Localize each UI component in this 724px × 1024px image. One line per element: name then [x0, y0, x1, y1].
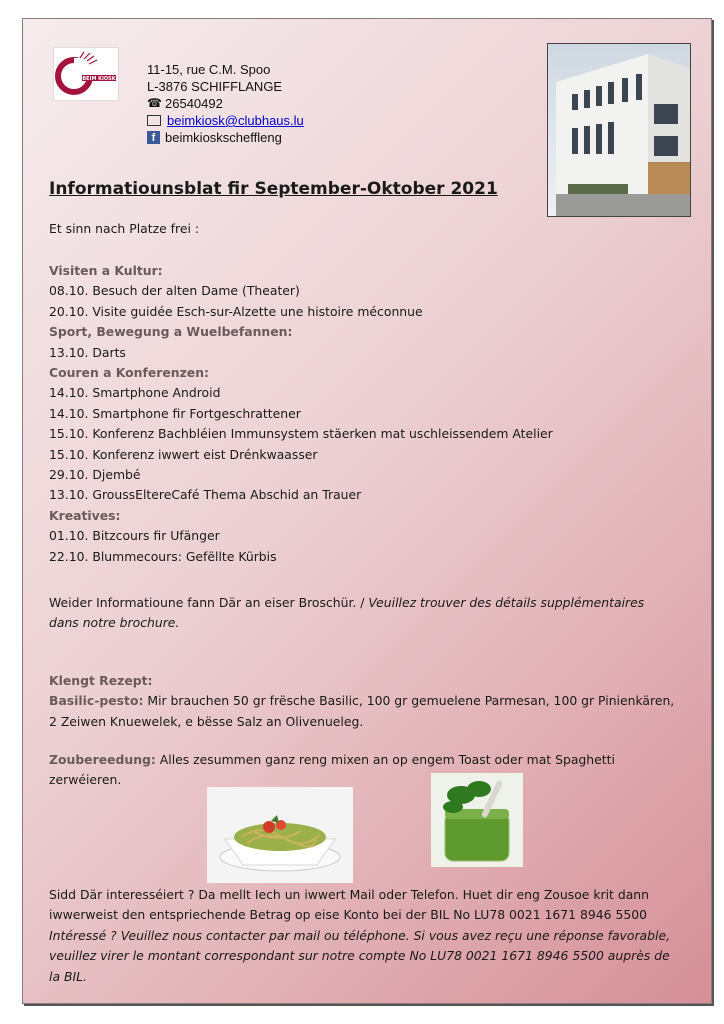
list-item: 14.10. Smartphone Android [49, 385, 221, 401]
footer-text-lu-2: iwwerweist den entspriechende Betrag op eise Konto bei der BIL No LU78 0021 1671 8946 5500 [49, 907, 647, 923]
list-item: 29.10. Djembé [49, 467, 141, 483]
pesto-text-1: Mir brauchen 50 gr frësche Basilic, 100 gr gemuelene Parmesan, 100 gr Pinienkären, [143, 693, 675, 709]
list-item: 15.10. Konferenz Bachbléien Immunsystem stäerken mat uschleissendem Atelier [49, 426, 553, 442]
email-link[interactable]: beimkiosk@clubhaus.lu [167, 113, 304, 128]
footer-text-fr-3: la BIL. [49, 968, 87, 984]
footer-text-lu-1: Sidd Där interesséiert ? Da mellt Iech un iwwert Mail oder Telefon. Huet dir eng Zousoe krit dann [49, 887, 650, 902]
list-item: 15.10. Konferenz iwwert eist Drénkwaasser [49, 446, 318, 462]
event-list [49, 261, 553, 567]
logo-text: BEIM KIOSK [82, 76, 116, 82]
address-line-2: L-3876 SCHIFFLANGE [147, 79, 283, 94]
footer-text-fr-2: veuillez virer le montant correspondant sur notre compte No LU78 0021 1671 8946 5500 auprès de [49, 948, 670, 964]
document-page [22, 18, 712, 1004]
preparation-text-1: Alles zesummen ganz reng mixen an op engem Toast oder mat Spaghetti [155, 752, 615, 767]
pesto-label: Basilic-pesto: [49, 693, 144, 709]
pesto-jar-photo [431, 773, 523, 867]
facebook-icon: f [147, 131, 160, 144]
list-item: 22.10. Blummecours: Gefëllte Kürbis [49, 548, 277, 564]
preparation-block [49, 750, 615, 791]
facebook-line [147, 129, 304, 146]
brochure-text-lu: Weider Informatioune fann Där an eiser Broschür. / [49, 595, 369, 610]
section-heading: Sport, Bewegung a Wuelbefannen: [49, 324, 293, 340]
section-heading: Kreatives: [49, 507, 121, 523]
preparation-text-2: zerwéieren. [49, 772, 122, 788]
recipe-heading: Klengt Rezept: [49, 673, 153, 688]
section-heading: Visiten a Kultur: [49, 263, 163, 278]
recipe-block [49, 671, 674, 732]
intro-text: Et sinn nach Platze frei : [49, 221, 200, 236]
list-item: 20.10. Visite guidée Esch-sur-Alzette une histoire méconnue [49, 303, 423, 319]
phone-icon: ☎ [147, 96, 162, 110]
phone-number: 26540492 [165, 96, 223, 111]
facebook-name: beimkioskscheffleng [165, 130, 282, 145]
list-item: 13.10. Darts [49, 344, 126, 360]
pasta-photo [207, 787, 353, 883]
brochure-text-fr-2: dans notre brochure. [49, 615, 180, 631]
brochure-note [49, 593, 644, 634]
email-line [147, 112, 304, 129]
footer-note [49, 885, 670, 987]
list-item: 13.10. GroussEltereCafé Thema Abschid an Trauer [49, 487, 362, 503]
pesto-text-2: 2 Zeiwen Knuewelek, e bësse Salz an Olivenueleg. [49, 713, 364, 729]
building-photo [547, 43, 691, 217]
footer-text-fr-1: Intéressé ? Veuillez nous contacter par mail ou téléphone. Si vous avez reçu une réponse favorable, [49, 927, 671, 943]
list-item: 01.10. Bitzcours fir Ufänger [49, 528, 220, 544]
section-heading: Couren a Konferenzen: [49, 365, 209, 381]
club-logo [53, 47, 119, 101]
address-line-1: 11-15, rue C.M. Spoo [147, 62, 271, 77]
preparation-label: Zoubereedung: [49, 752, 156, 767]
list-item: 08.10. Besuch der alten Dame (Theater) [49, 283, 300, 299]
phone-line [147, 95, 304, 112]
page-title: Informatiounsblat fir September-Oktober 2021 [49, 179, 498, 199]
address-block [147, 61, 304, 146]
brochure-text-fr-1: Veuillez trouver des détails supplémentaires [368, 595, 645, 610]
envelope-icon [147, 115, 161, 126]
list-item: 14.10. Smartphone fir Fortgeschrattener [49, 405, 301, 421]
